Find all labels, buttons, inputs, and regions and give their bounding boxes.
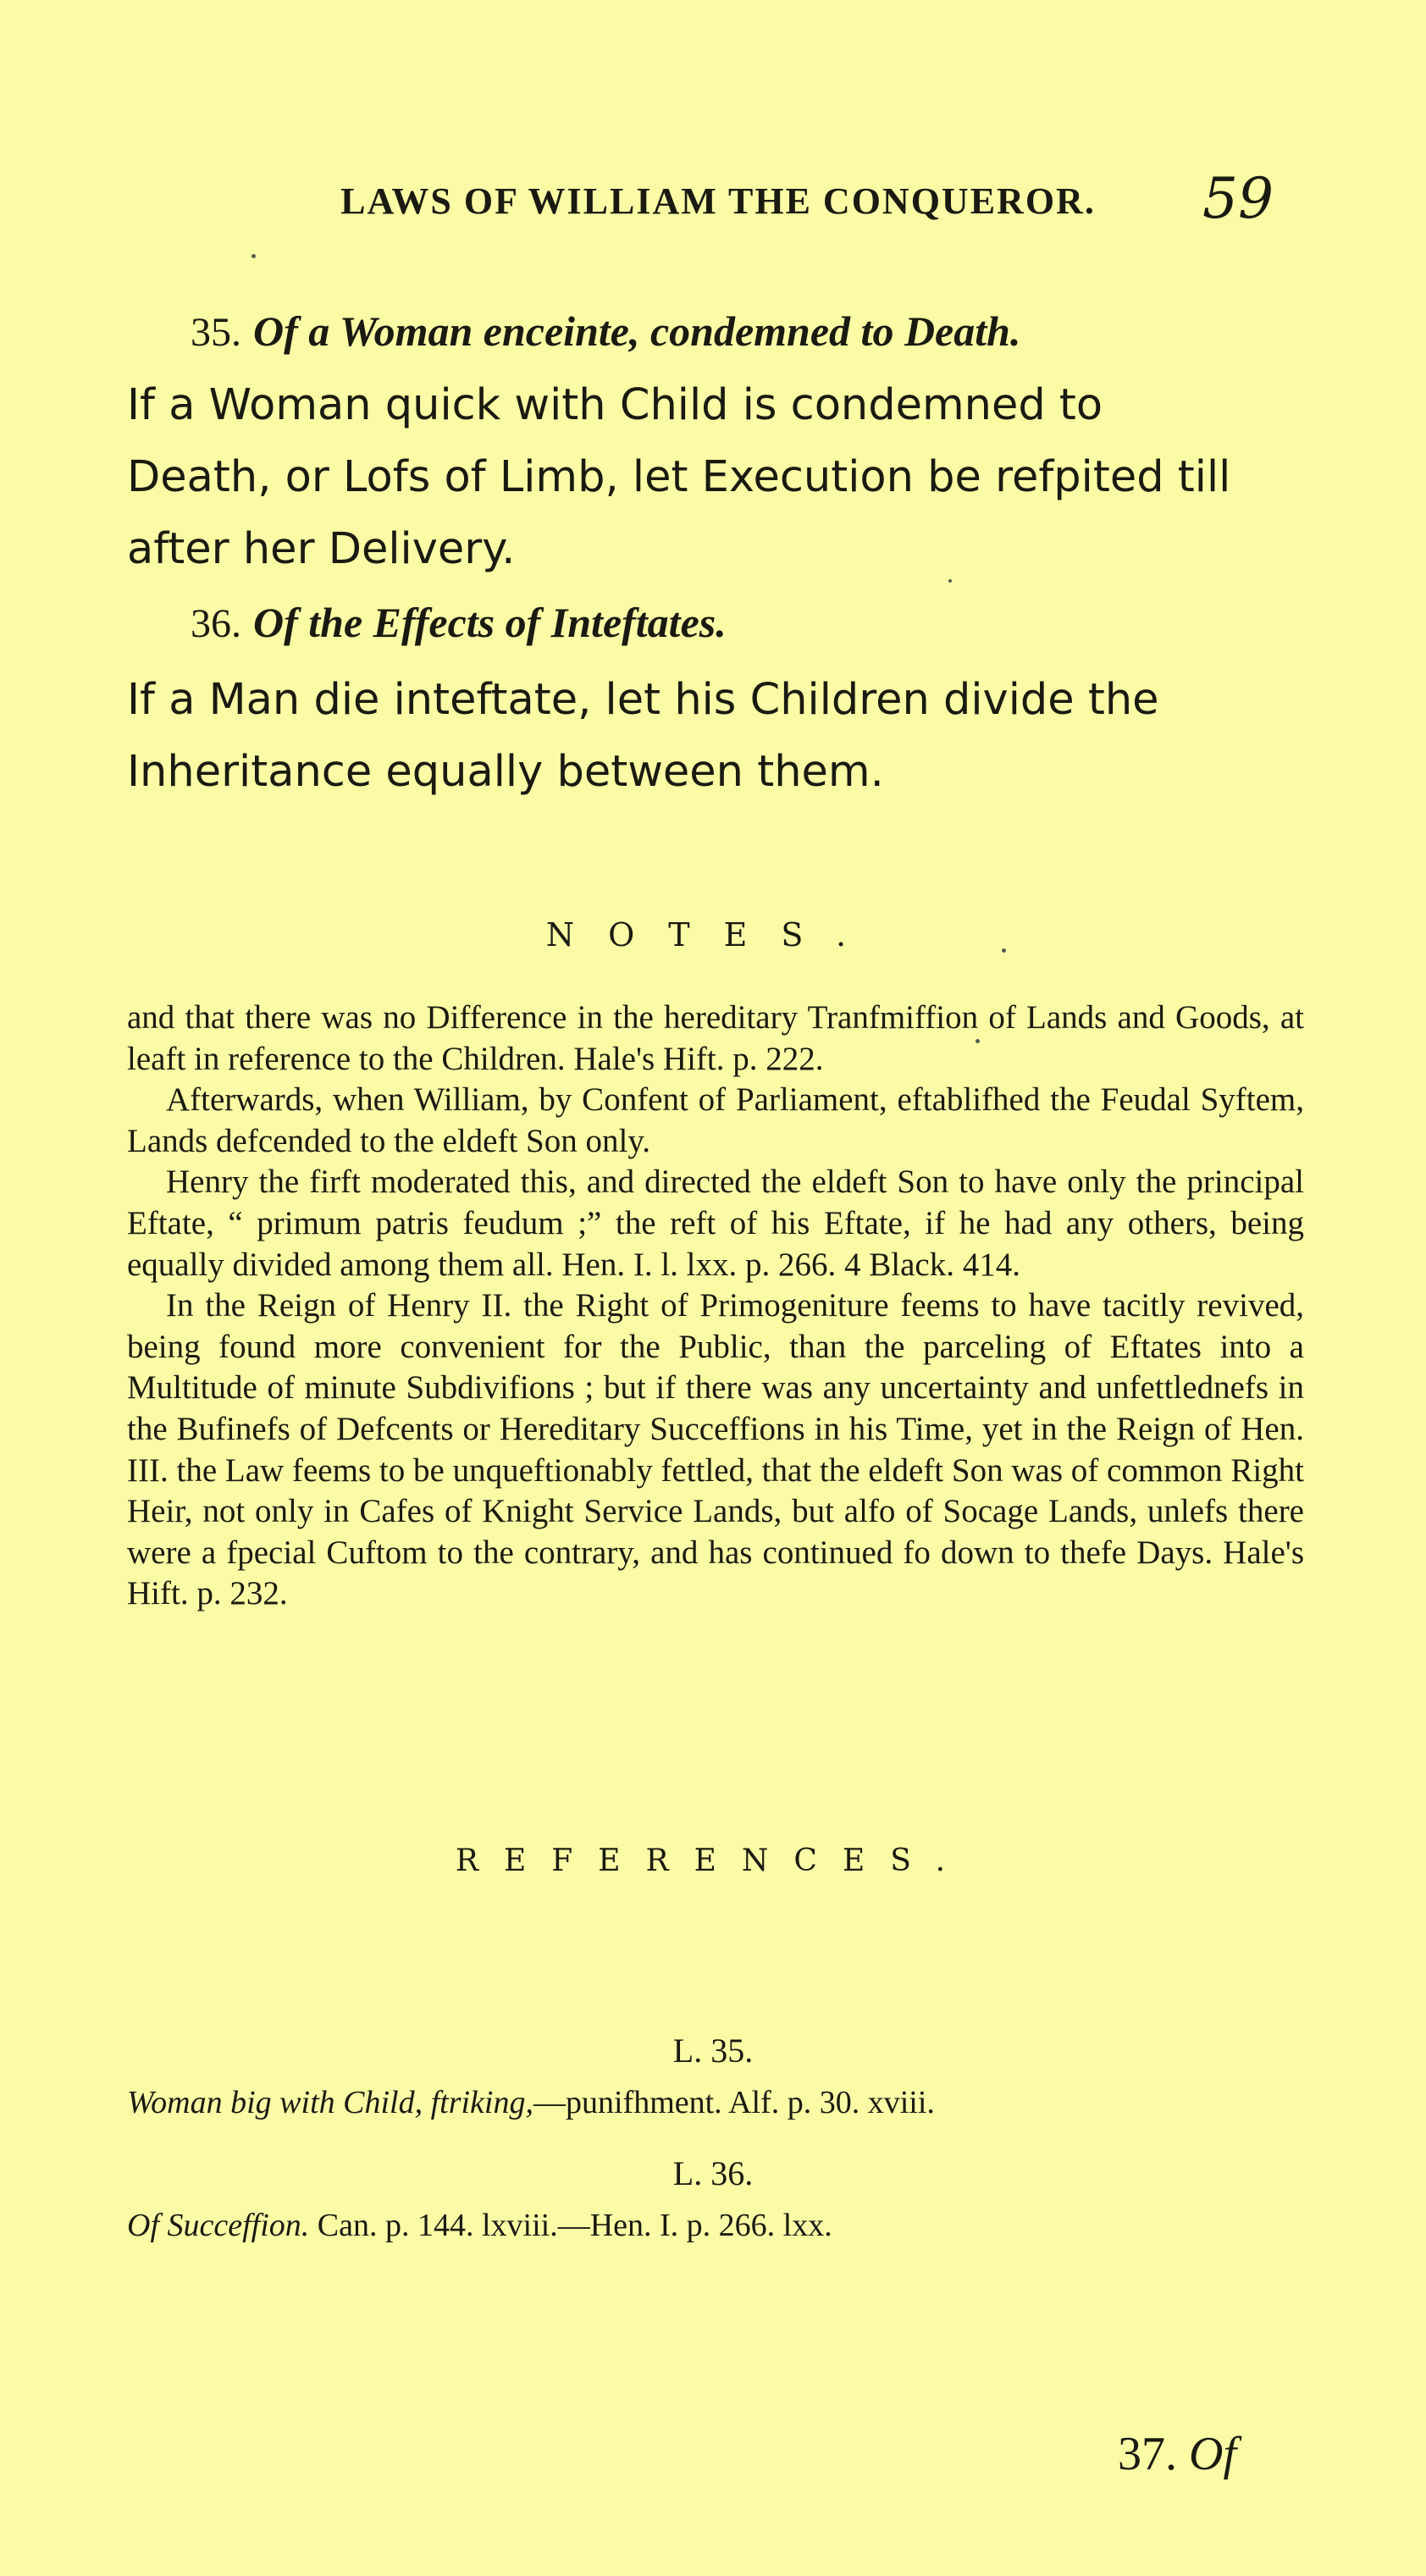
- paper-speck: [976, 1039, 980, 1043]
- law-35-text: [127, 369, 1346, 585]
- law-number: 35.: [191, 310, 241, 355]
- note-paragraph: In the Reign of Henry II. the Right of Primogeniture feems to have tacitly revived, being found more convenient for the Public, than the parceling of Eftates into a Multitude of minute Subdivifions ; but if there was any uncertainty and unfettlednefs in the Bufinefs of Defcents or Hereditary Succeffions in his Time, yet in the Reign of Hen. III. the Law feems to be unqueftionably fettled, that the eldeft Son was of common Right Heir, not only in Cafes of Knight Service Lands, but alfo of Socage Lands, unlefs there were a fpecial Cuftom to the contrary, and has continued fo down to thefe Days. Hale's Hift. p. 232.: [127, 1287, 1304, 1612]
- law-36-heading: [191, 598, 727, 647]
- reference-entry: [127, 2207, 1313, 2244]
- reference-subject: Of Succeffion.: [127, 2208, 310, 2243]
- notes-body: [127, 998, 1304, 1615]
- reference-label: L. 35.: [672, 2032, 754, 2070]
- reference-citation: —punifhment. Alf. p. 30. xviii.: [533, 2085, 935, 2120]
- law-line: after her Delivery.: [127, 524, 516, 574]
- law-line: Death, or Lofs of Limb, let Execution be refpited till: [127, 452, 1231, 502]
- reference-citation: Can. p. 144. lxviii.—Hen. I. p. 266. lxx.: [309, 2208, 832, 2243]
- running-header: [0, 166, 1426, 234]
- notes-heading: NOTES.: [545, 916, 881, 954]
- catchword: [1118, 2427, 1236, 2481]
- law-line: If a Man die inteftate, let his Children divide the: [127, 675, 1159, 725]
- reference-label: L. 36.: [672, 2154, 754, 2192]
- paper-speck: [1002, 948, 1006, 953]
- references-heading: REFERENCES.: [455, 1844, 971, 1878]
- reference-subject: Woman big with Child, ftriking,: [127, 2085, 533, 2120]
- law-line: Inheritance equally between them.: [127, 747, 884, 797]
- note-paragraph: Henry the firft moderated this, and directed the eldeft Son to have only the principal Eftate, “ primum patris feudum ;” the reft of his Eftate, if he had any others, being equally divided among them all. Hen. I. l. lxx. p. 266. 4 Black. 414.: [127, 1164, 1304, 1283]
- running-title: LAWS OF WILLIAM THE CONQUEROR.: [340, 180, 1096, 222]
- reference-entry: [127, 2084, 1313, 2121]
- law-number: 36.: [191, 601, 241, 646]
- note-paragraph: Afterwards, when William, by Confent of Parliament, eftablifhed the Feudal Syftem, Lands defcended to the eldeft Son only.: [127, 1081, 1304, 1159]
- paper-speck: [948, 579, 952, 583]
- catchword-word: Of: [1189, 2428, 1236, 2480]
- catchword-number: 37.: [1118, 2428, 1177, 2480]
- law-36-text: [127, 664, 1346, 808]
- page-number: 59: [1202, 166, 1274, 231]
- paper-speck: [251, 254, 256, 258]
- law-line: If a Woman quick with Child is condemned to: [127, 380, 1103, 430]
- note-paragraph: and that there was no Difference in the hereditary Tranfmiffion of Lands and Goods, at leaft in reference to the Children. Hale's Hift. p. 222.: [127, 999, 1304, 1077]
- law-35-heading: [191, 307, 1020, 356]
- law-title: Of a Woman enceinte, condemned to Death.: [253, 307, 1021, 355]
- law-title: Of the Effects of Inteftates.: [253, 599, 727, 646]
